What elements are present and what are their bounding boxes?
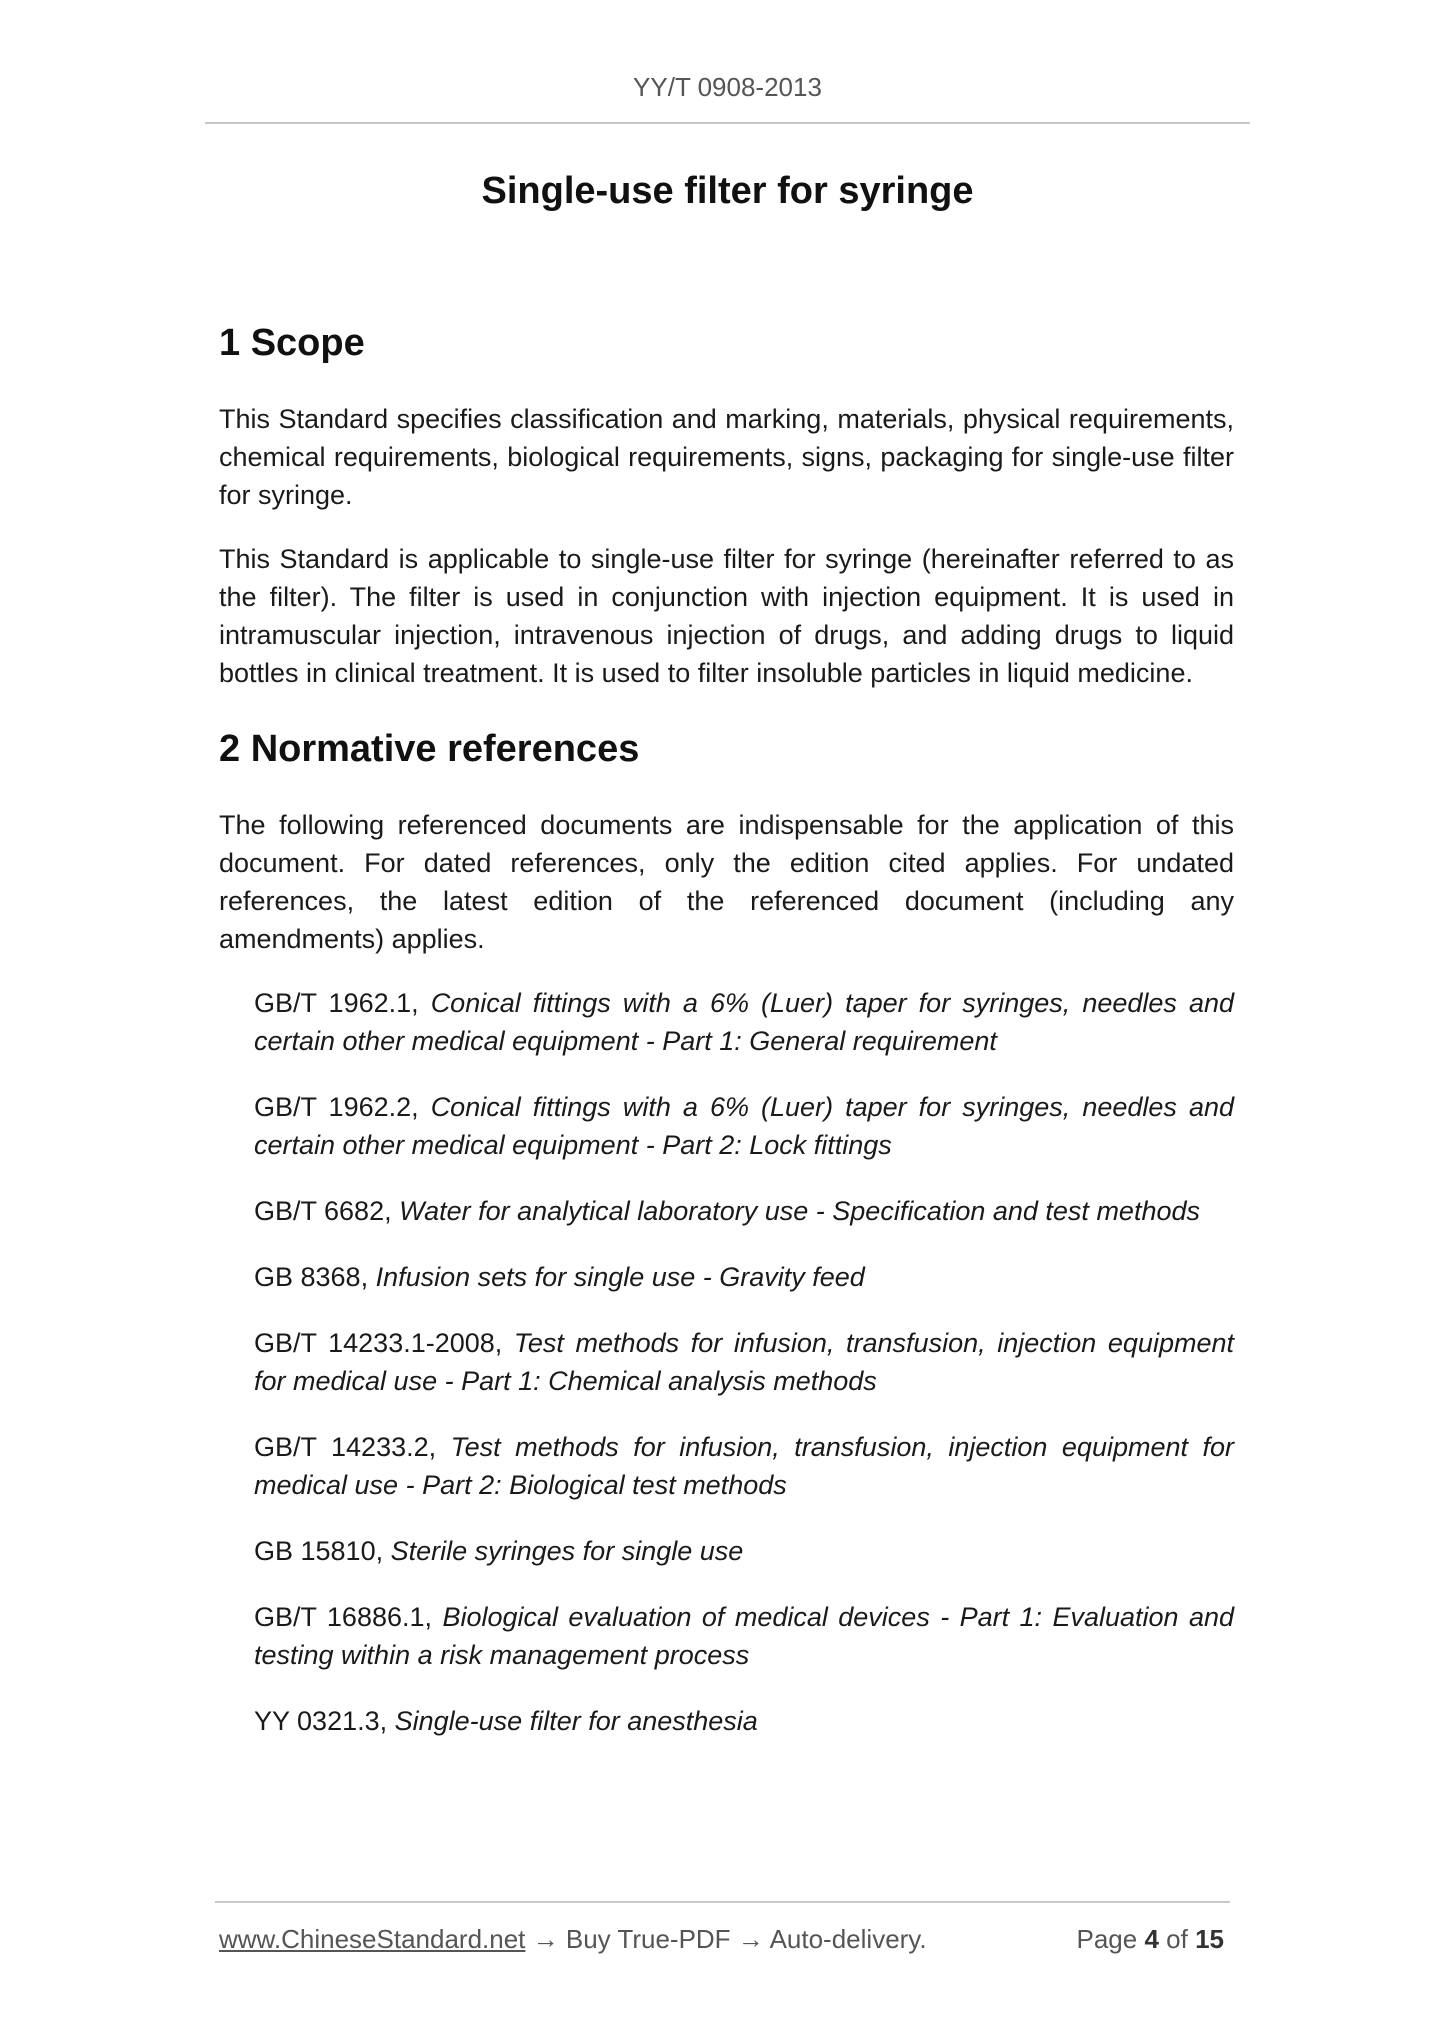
reference-code: GB/T 1962.2, [254,1092,431,1122]
page-footer [219,1924,1234,1955]
reference-code: YY 0321.3, [254,1706,395,1736]
reference-title: Infusion sets for single use - Gravity feed [375,1262,865,1292]
reference-code: GB/T 14233.2, [254,1432,451,1462]
reference-item [254,1598,1234,1674]
reference-code: GB 15810, [254,1536,391,1566]
reference-title: Sterile syringes for single use [390,1536,744,1566]
of-word: of [1166,1924,1188,1954]
reference-item [254,1258,1234,1296]
document-title: Single-use filter for syringe [481,170,974,212]
reference-code: GB/T 14233.1-2008, [254,1328,514,1358]
reference-item [254,1428,1234,1504]
reference-title: Test methods for infusion, transfusion, injection equipment for medical use - Part 1: Chemical analysis methods [254,1328,1234,1396]
reference-title: Single-use filter for anesthesia [394,1706,758,1736]
scope-paragraph-2: This Standard is applicable to single-use filter for syringe (hereinafter referred to as the filter). The filter is used in conjunction with injection equipment. It is used in intramuscular injection, intravenous injection of drugs, and adding drugs to liquid bottles in clinical treatment. It is used to filter insoluble particles in liquid medicine. [219,544,1234,688]
normative-references-intro: The following referenced documents are indispensable for the application of this document. For dated references, only the edition cited applies. For undated references, the latest edition of the referenced document (including any amendments) applies. [219,810,1234,954]
footer-promo-text: → Buy True-PDF → Auto-delivery. [525,1924,927,1954]
reference-title: Test methods for infusion, transfusion, injection equipment for medical use - Part 2: Biological test methods [254,1432,1235,1500]
page-word: Page [1076,1924,1138,1954]
reference-item [254,984,1234,1060]
reference-title: Conical fittings with a 6% (Luer) taper for syringes, needles and certain other medical equipment - Part 1: General requirement [254,988,1234,1056]
reference-title: Conical fittings with a 6% (Luer) taper for syringes, needles and certain other medical equipment - Part 2: Lock fittings [254,1092,1234,1160]
reference-code: GB/T 6682, [254,1196,400,1226]
section-heading-scope: 1 Scope [219,322,365,364]
section-heading-normative-references: 2 Normative references [219,728,640,770]
reference-item [254,1324,1234,1400]
reference-item [254,1088,1234,1164]
page-indicator [1076,1924,1224,1955]
reference-item [254,1192,1234,1230]
header-divider [205,122,1250,124]
reference-code: GB 8368, [254,1262,376,1292]
reference-list [219,984,1234,1740]
reference-item [254,1532,1234,1570]
page-total-number: 15 [1195,1924,1224,1954]
footer-divider [215,1901,1230,1903]
reference-code: GB/T 16886.1, [254,1602,443,1632]
document-body [219,318,1234,1740]
website-link[interactable]: www.ChineseStandard.net [219,1924,526,1954]
reference-code: GB/T 1962.1, [254,988,431,1018]
reference-item [254,1702,1234,1740]
running-header: YY/T 0908-2013 [633,72,822,102]
page-current-number: 4 [1144,1924,1159,1954]
reference-title: Biological evaluation of medical devices - Part 1: Evaluation and testing within a risk management process [254,1602,1234,1670]
reference-title: Water for analytical laboratory use - Specification and test methods [399,1196,1200,1226]
scope-paragraph-1: This Standard specifies classification and marking, materials, physical requirements, chemical requirements, biological requirements, signs, packaging for single-use filter for syringe. [219,404,1234,510]
